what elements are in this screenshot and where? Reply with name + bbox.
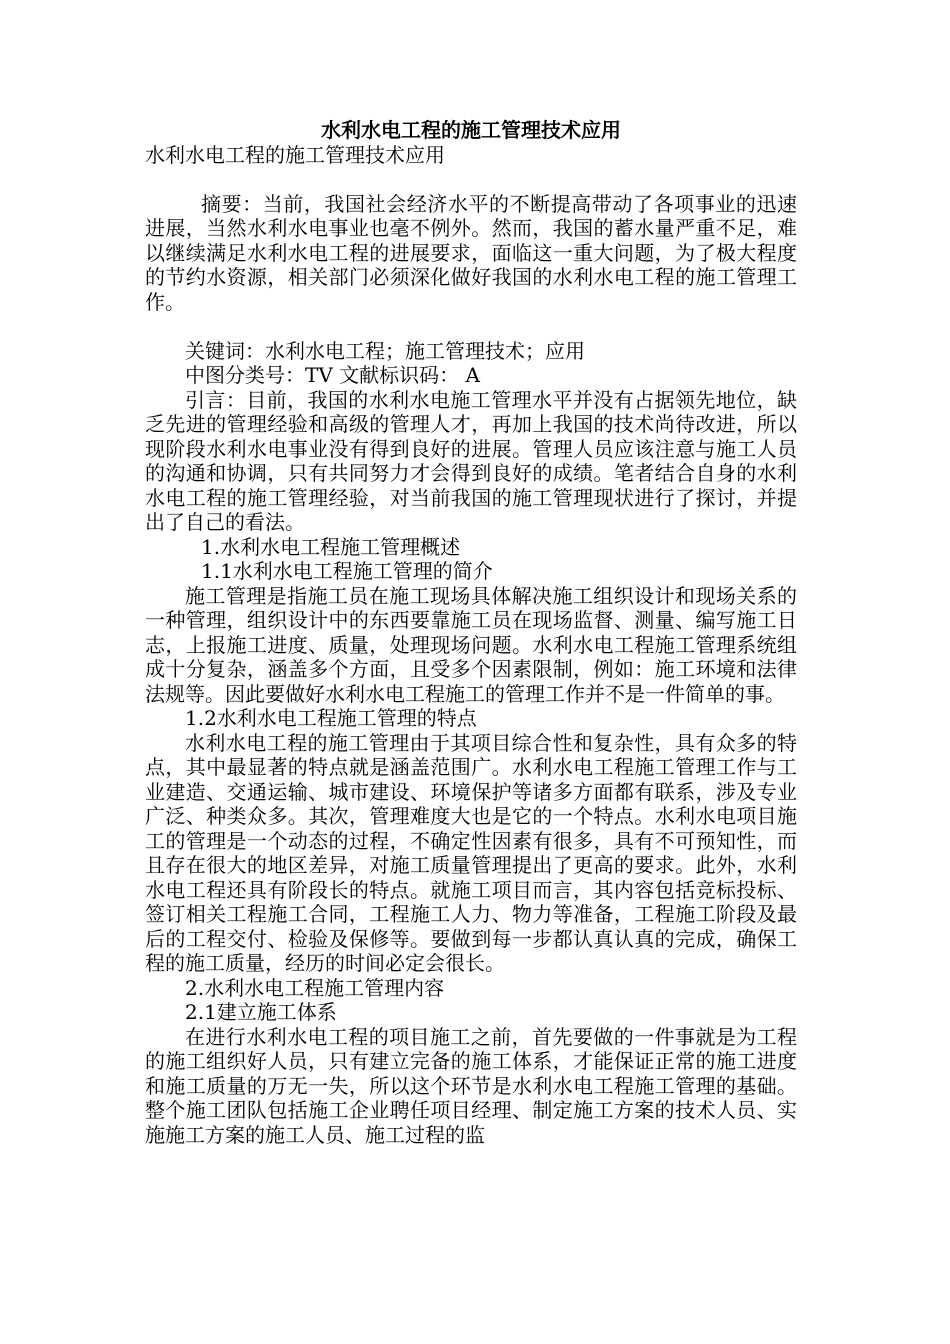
keywords-line: 关键词：水利水电工程；施工管理技术；应用 bbox=[185, 338, 585, 363]
classification-line: 中图分类号：TV 文献标识码： A bbox=[185, 363, 480, 387]
section-heading-2: 2.水利水电工程施工管理内容 bbox=[185, 975, 445, 1000]
section-paragraph-2-1: 在进行水利水电工程的项目施工之前，首先要做的一件事就是为工程的施工组织好人员，只有建立完备的施工体系，才能保证正常的施工进度和施工质量的万无一失，所以这个环节是水利水电工程施工管理的基础。整个施工团队包括施工企业聘任项目经理、制定施工方案的技术人员、实施施工方案的施工人员、施工过程的监 bbox=[145, 1024, 797, 1147]
abstract-paragraph: 摘要：当前，我国社会经济水平的不断提高带动了各项事业的迅速进展，当然水利水电事业也毫不例外。然而，我国的蓄水量严重不足，难以继续满足水利水电工程的进展要求，面临这一重大问题，为了极大程度的节约水资源，相关部门必须深化做好我国的水利水电工程的施工管理工作。 bbox=[145, 191, 797, 314]
section-paragraph-1-1: 施工管理是指施工员在施工现场具体解决施工组织设计和现场关系的一种管理，组织设计中的东西要靠施工员在现场监督、测量、编写施工日志，上报施工进度、质量，处理现场问题。水利水电工程施工管理系统组成十分复杂，涵盖多个方面，且受多个因素限制，例如：施工环境和法律法规等。因此要做好水利水电工程施工的管理工作并不是一件简单的事。 bbox=[145, 583, 797, 706]
intro-paragraph: 引言：目前，我国的水利水电施工管理水平并没有占据领先地位，缺乏先进的管理经验和高级的管理人才，再加上我国的技术尚待改进，所以现阶段水利水电事业没有得到良好的进展。管理人员应该注意与施工人员的沟通和协调，只有共同努力才会得到良好的成绩。笔者结合自身的水利水电工程的施工管理经验，对当前我国的施工管理现状进行了探讨，并提出了自己的看法。 bbox=[145, 387, 797, 534]
spacer bbox=[145, 314, 797, 339]
section-heading-2-1: 2.1建立施工体系 bbox=[185, 1000, 337, 1024]
spacer bbox=[145, 167, 797, 192]
document-subtitle: 水利水电工程的施工管理技术应用 bbox=[145, 142, 445, 167]
section-paragraph-1-2: 水利水电工程的施工管理由于其项目综合性和复杂性，具有众多的特点，其中最显著的特点就是涵盖范围广。水利水电工程施工管理工作与工业建造、交通运输、城市建设、环境保护等诸多方面都有联系，涉及专业广泛、种类众多。其次，管理难度大也是它的一个特点。水利水电项目施工的管理是一个动态的过程，不确定性因素有很多，具有不可预知性，而且存在很大的地区差异，对施工质量管理提出了更高的要求。此外，水利水电工程还具有阶段长的特点。就施工项目而言，其内容包括竞标投标、签订相关工程施工合同，工程施工人力、物力等准备，工程施工阶段及最后的工程交付、检验及保修等。要做到每一步都认真认真的完成，确保工程的施工质量，经历的时间必定会很长。 bbox=[145, 730, 797, 975]
section-heading-1-2: 1.2水利水电工程施工管理的特点 bbox=[185, 706, 477, 730]
section-heading-1: 1.水利水电工程施工管理概述 bbox=[201, 534, 461, 559]
document-title: 水利水电工程的施工管理技术应用 bbox=[321, 118, 621, 142]
document-page bbox=[145, 118, 797, 1147]
section-heading-1-1: 1.1水利水电工程施工管理的简介 bbox=[201, 559, 493, 583]
